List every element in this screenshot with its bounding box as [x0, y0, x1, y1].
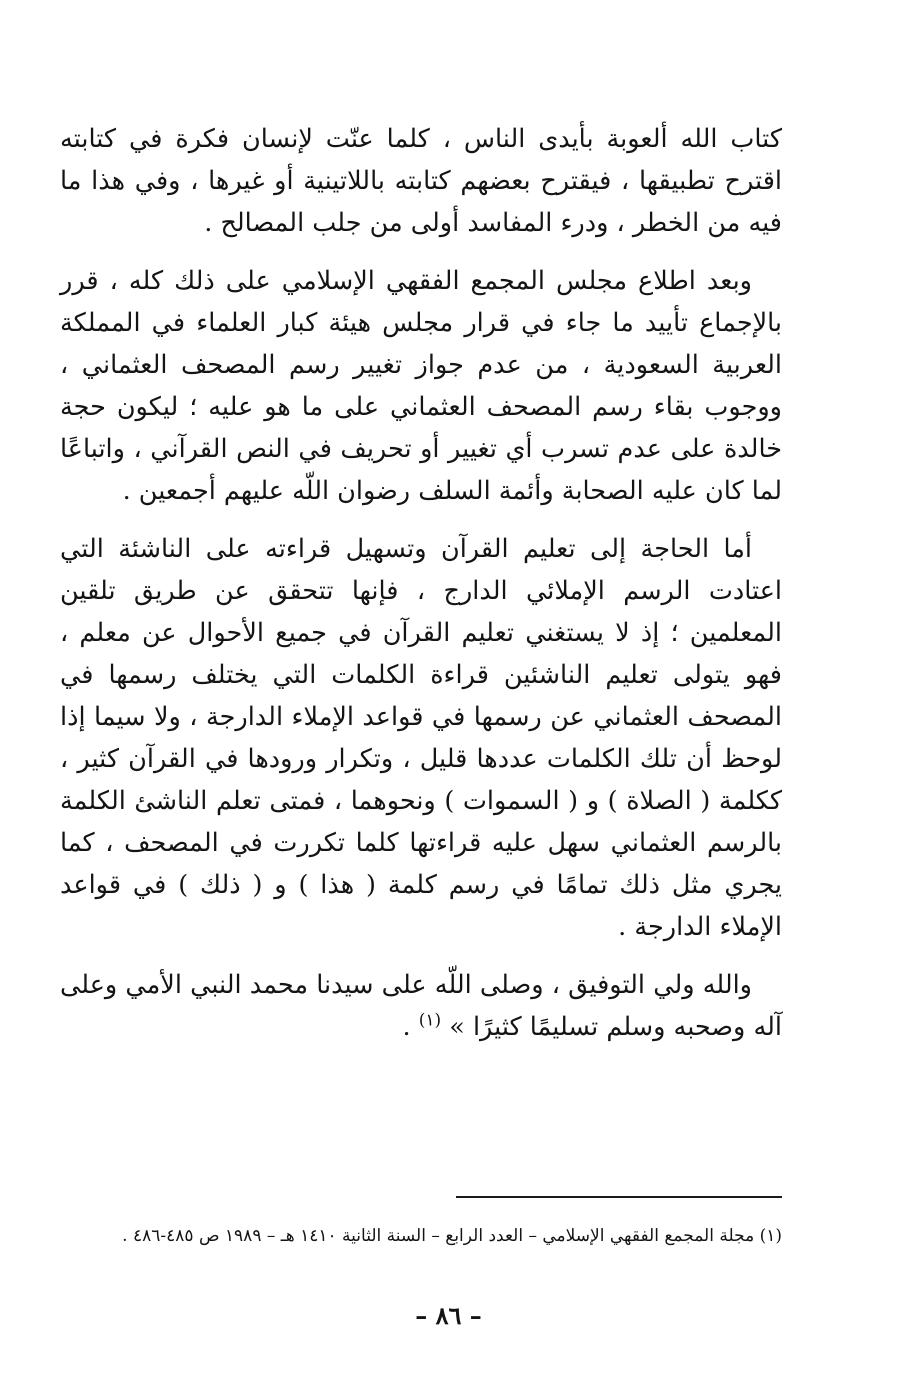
- paragraph-teaching: أما الحاجة إلى تعليم القرآن وتسهيل قراءته على الناشئة التي اعتادت الرسم الإملائي الدارج ، فإنها تتحقق عن طريق تلقين المعلمين ؛ إذ لا يستغني تعليم القرآن في جميع الأحوال عن معلم ، فهو يتولى تعليم الناشئين قراءة الكلمات التي يختلف رسمها في المصحف العثماني عن رسمها في قواعد الإملاء الدارجة ، ولا سيما إذا لوحظ أن تلك الكلمات عددها قليل ، وتكرار ورودها في القرآن كثير ، ككلمة ( الصلاة ) و ( السموات ) ونحوهما ، فمتى تعلم الناشئ الكلمة بالرسم العثماني سهل عليه قراءتها كلما تكررت في المصحف ، كما يجري مثل ذلك تمامًا في رسم كلمة ( هذا ) و ( ذلك ) في قواعد الإملاء الدارجة .: [60, 534, 782, 942]
- footnote-divider: [456, 1196, 782, 1198]
- footnote: (١) مجلة المجمع الفقهي الإسلامي – العدد الرابع – السنة الثانية ١٤١٠ هـ – ١٩٨٩ ص ٤٨٥-٤٨٦ .: [122, 1226, 782, 1246]
- page-number: – ٨٦ –: [415, 1301, 482, 1330]
- paragraph-closing: [60, 964, 782, 1048]
- closing-text: والله ولي التوفيق ، وصلى اللّه على سيدنا محمد النبي الأمي وعلى آله وصحبه وسلم تسليمًا كثيرًا »: [60, 970, 782, 1042]
- main-text: [60, 118, 782, 1064]
- closing-end: .: [402, 1012, 419, 1042]
- paragraph-resolution: وبعد اطلاع مجلس المجمع الفقهي الإسلامي على ذلك كله ، قرر بالإجماع تأييد ما جاء في قرار مجلس هيئة كبار العلماء في المملكة العربية السعودية ، من عدم جواز تغيير رسم المصحف العثماني ، ووجوب بقاء رسم المصحف العثماني على ما هو عليه ؛ ليكون حجة خالدة على عدم تسرب أي تغيير أو تحريف في النص القرآني ، واتباعًا لما كان عليه الصحابة وأئمة السلف رضوان اللّه عليهم أجمعين .: [60, 266, 782, 506]
- paragraph-continuation: كتاب الله ألعوبة بأيدى الناس ، كلما عنّت لإنسان فكرة في كتابته اقترح تطبيقها ، فيقترح بعضهم كتابته باللاتينية أو غيرها ، وفي هذا ما فيه من الخطر ، ودرء المفاسد أولى من جلب المصالح .: [60, 124, 782, 238]
- footnote-reference: (١): [418, 1010, 442, 1031]
